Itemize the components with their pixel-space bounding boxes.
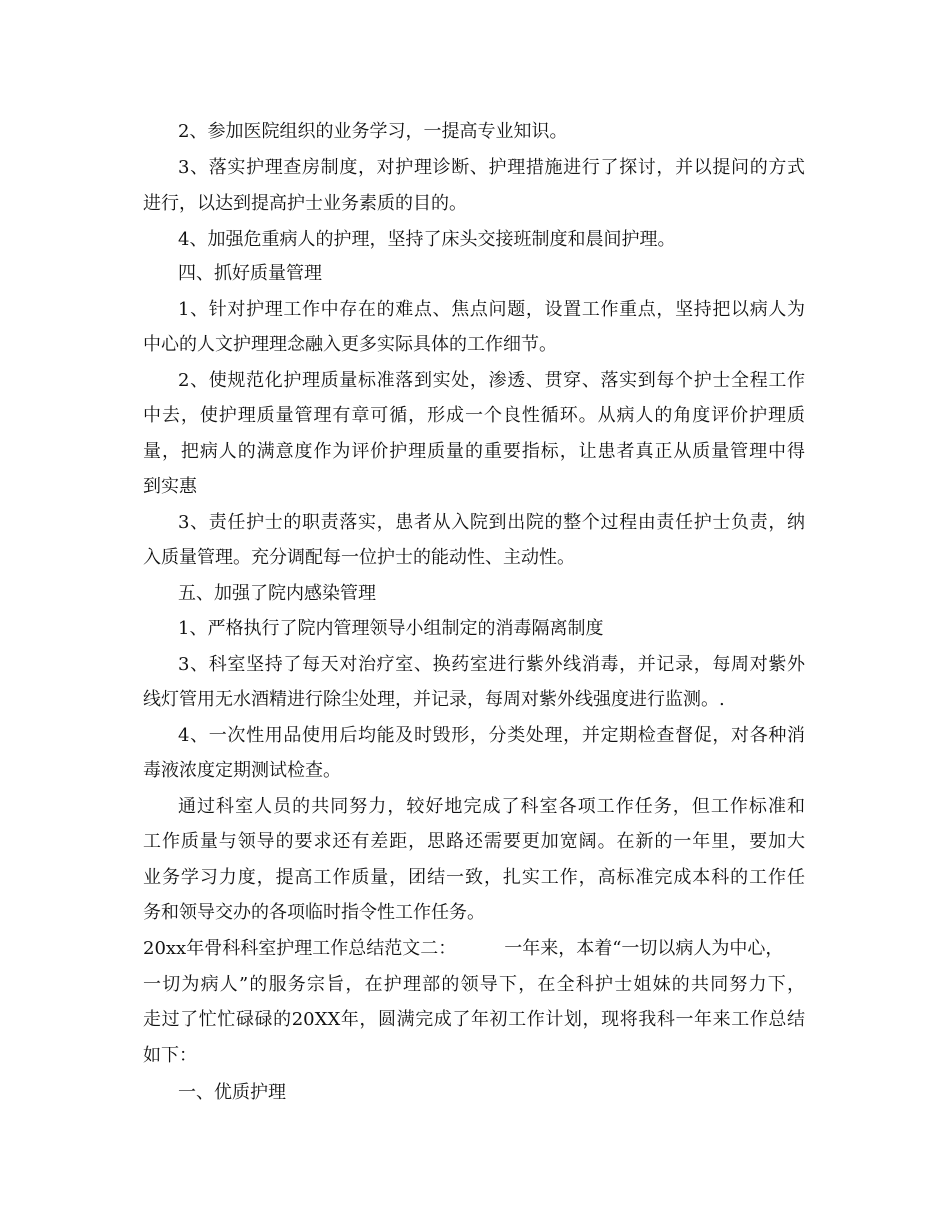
paragraph-line: 2、参加医院组织的业务学习，一提高专业知识。 xyxy=(178,121,568,142)
paragraph-line: 如下： xyxy=(143,1045,197,1066)
section-heading: 一、优质护理 xyxy=(178,1082,286,1103)
paragraph-line: 务和领导交办的各项临时指令性工作任务。 xyxy=(143,902,485,923)
paragraph-line: 1、严格执行了院内管理领导小组制定的消毒隔离制度 xyxy=(178,618,604,639)
paragraph-line: 通过科室人员的共同努力，较好地完成了科室各项工作任务，但工作标准和 xyxy=(178,796,805,817)
paragraph-line: 到实惠 xyxy=(143,476,197,497)
paragraph-line: 走过了忙忙碌碌的20XX年，圆满完成了年初工作计划，现将我科一年来工作总结 xyxy=(143,1009,805,1030)
paragraph-line: 3、责任护士的职责落实，患者从入院到出院的整个过程由责任护士负责，纳 xyxy=(178,512,805,533)
paragraph-line: 工作质量与领导的要求还有差距，思路还需要更加宽阔。在新的一年里，要加大 xyxy=(143,831,805,852)
paragraph-line: 3、落实护理查房制度，对护理诊断、护理措施进行了探讨，并以提问的方式 xyxy=(178,157,805,178)
article-title-line xyxy=(143,937,783,961)
section-heading: 四、抓好质量管理 xyxy=(178,263,322,284)
paragraph-line: 2、使规范化护理质量标准落到实处，渗透、贯穿、落实到每个护士全程工作 xyxy=(178,370,805,391)
paragraph-line: 毒液浓度定期测试检查。 xyxy=(143,760,341,781)
paragraph-line: 中去，使护理质量管理有章可循，形成一个良性循环。从病人的角度评价护理质 xyxy=(143,405,805,426)
paragraph-line: 1、针对护理工作中存在的难点、焦点问题，设置工作重点，坚持把以病人为 xyxy=(178,299,805,320)
paragraph-line: 量，把病人的满意度作为评价护理质量的重要指标，让患者真正从质量管理中得 xyxy=(143,441,805,462)
section-heading: 五、加强了院内感染管理 xyxy=(178,583,376,604)
paragraph-line: 业务学习力度，提高工作质量，团结一致，扎实工作，高标准完成本科的工作任 xyxy=(143,867,805,888)
paragraph-line: 4、加强危重病人的护理，坚持了床头交接班制度和晨间护理。 xyxy=(178,229,676,250)
paragraph-line: 一切为病人”的服务宗旨，在护理部的领导下，在全科护士姐妹的共同努力下， xyxy=(143,974,805,995)
paragraph-line: 4、一次性用品使用后均能及时毁形，分类处理，并定期检查督促，对各种消 xyxy=(178,725,805,746)
paragraph-line: 入质量管理。充分调配每一位护士的能动性、主动性。 xyxy=(143,547,575,568)
paragraph-start: 一年来，本着“一切以病人为中心， xyxy=(504,938,784,959)
paragraph-line: 进行，以达到提高护士业务素质的目的。 xyxy=(143,193,467,214)
article-title: 20xx年骨科科室护理工作总结范文二： xyxy=(143,938,457,959)
paragraph-line: 3、科室坚持了每天对治疗室、换药室进行紫外线消毒，并记录，每周对紫外 xyxy=(178,654,805,675)
paragraph-line: 线灯管用无水酒精进行除尘处理，并记录，每周对紫外线强度进行监测。. xyxy=(143,689,725,710)
paragraph-line: 中心的人文护理理念融入更多实际具体的工作细节。 xyxy=(143,334,557,355)
